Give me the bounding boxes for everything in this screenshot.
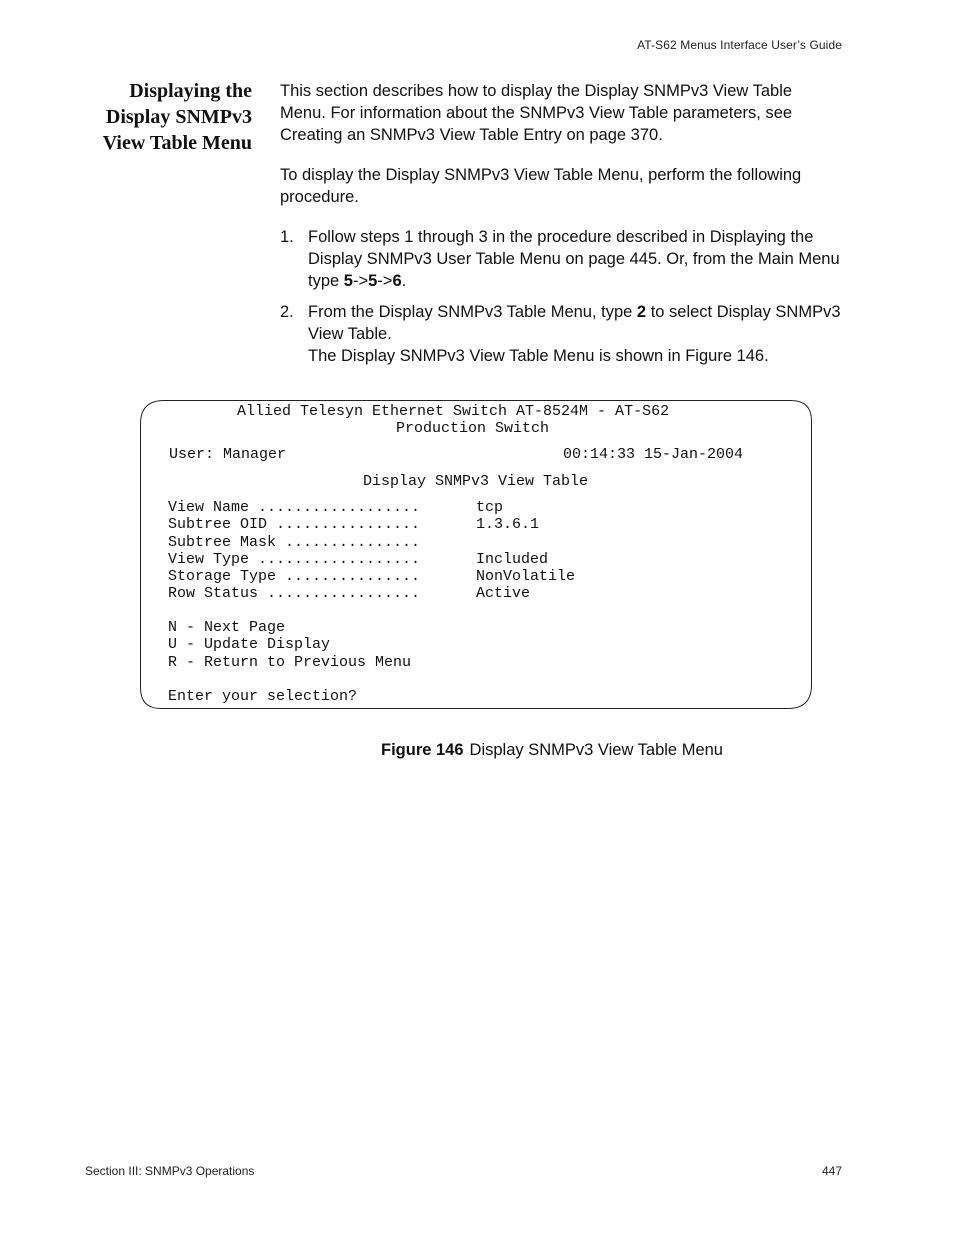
field-view-name-value: tcp (476, 499, 504, 516)
field-view-type-label: View Type .................. (168, 551, 421, 568)
terminal-subtitle: Production Switch (396, 420, 550, 437)
section-heading-line: View Table Menu (102, 132, 252, 154)
figure-caption (381, 741, 723, 760)
step-2 (280, 301, 842, 367)
terminal-title: Allied Telesyn Ethernet Switch AT-8524M - AT-S62 (237, 403, 670, 420)
key-separator: -> (377, 272, 393, 290)
terminal-screen (140, 400, 812, 709)
intro-paragraph: This section describes how to display the Display SNMPv3 View Table Menu. For information about the SNMPv3 View Table parameters, see Creating an SNMPv3 View Table Entry on page 370. (280, 82, 793, 144)
terminal-figure (140, 400, 812, 709)
step-number: 1. (280, 228, 294, 246)
field-subtree-oid-label: Subtree OID ................ (168, 516, 421, 533)
step-number: 2. (280, 303, 294, 321)
selection-prompt[interactable]: Enter your selection? (168, 688, 358, 705)
section-heading (80, 78, 252, 156)
footer-section: Section III: SNMPv3 Operations (85, 1164, 255, 1178)
section-heading-line: Display SNMPv3 (105, 106, 252, 128)
terminal-timestamp: 00:14:33 15-Jan-2004 (563, 446, 744, 463)
key-separator: -> (352, 272, 369, 290)
terminal-user: User: Manager (169, 446, 287, 463)
menu-key: 5 (368, 272, 378, 290)
menu-key: 6 (392, 272, 402, 290)
field-row-status-label: Row Status ................. (168, 585, 421, 602)
body-text (280, 80, 842, 385)
terminal-menu-title: Display SNMPv3 View Table (363, 473, 589, 490)
field-view-type-value: Included (476, 551, 549, 568)
option-return-previous[interactable]: R - Return to Previous Menu (168, 654, 412, 671)
option-next-page[interactable]: N - Next Page (168, 619, 286, 636)
step-text: From the Display SNMPv3 Table Menu, type (308, 303, 637, 321)
field-view-name-label: View Name .................. (168, 499, 421, 516)
step-text: Follow steps 1 through 3 in the procedure described in Displaying the Display SNMPv3 User Table Menu on page 445. Or, from the Main Menu type (308, 228, 840, 290)
figure-caption-text: Display SNMPv3 View Table Menu (469, 741, 723, 759)
field-storage-type-label: Storage Type ............... (168, 568, 421, 585)
field-subtree-mask-label: Subtree Mask ............... (168, 534, 421, 551)
menu-key: 2 (636, 303, 647, 321)
field-storage-type-value: NonVolatile (476, 568, 576, 585)
field-subtree-oid-value: 1.3.6.1 (476, 516, 540, 533)
figure-label: Figure 146 (381, 741, 464, 759)
step-text-end: . (401, 272, 407, 290)
option-update-display[interactable]: U - Update Display (168, 636, 331, 653)
running-header: AT-S62 Menus Interface User’s Guide (637, 38, 842, 52)
step-1 (280, 226, 842, 292)
field-row-status-value: Active (476, 585, 531, 602)
procedure-steps (280, 226, 842, 367)
procedure-paragraph: To display the Display SNMPv3 View Table Menu, perform the following procedure. (280, 166, 802, 206)
step-note: The Display SNMPv3 View Table Menu is shown in Figure 146. (308, 347, 769, 365)
page-number: 447 (821, 1164, 842, 1178)
section-heading-line: Displaying the (129, 80, 252, 102)
menu-key: 5 (343, 272, 353, 290)
step-text-end: to select Display SNMPv3 View Table. (308, 303, 841, 343)
